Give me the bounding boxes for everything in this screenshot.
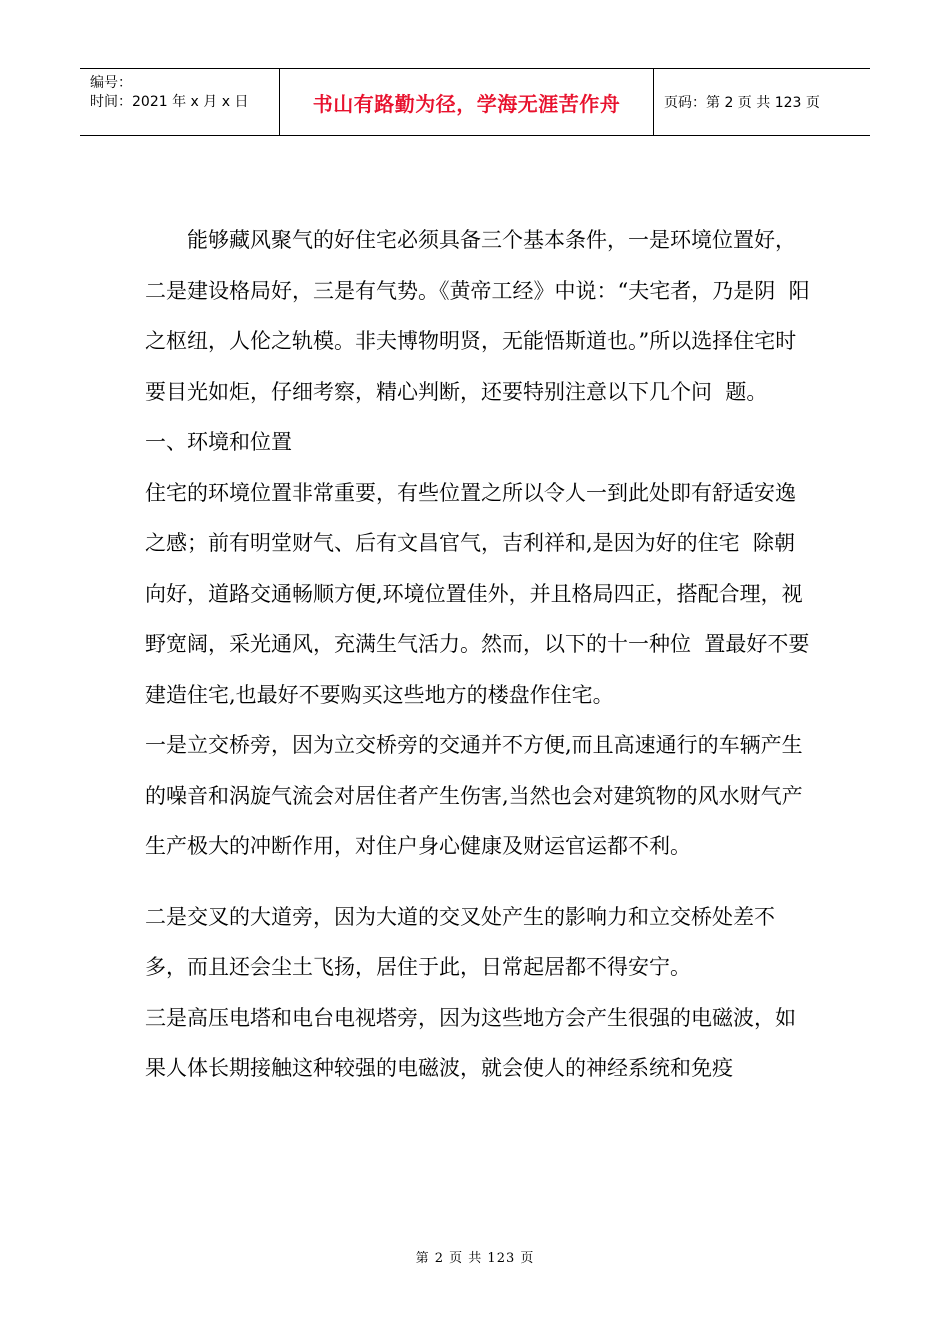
header-page-cell [654, 69, 870, 135]
page-footer: 第 2 页 共 123 页 [415, 1251, 535, 1266]
page-info: 页码：第 2 页 共 123 页 [664, 95, 820, 111]
document-number-label: 编号： [90, 75, 132, 91]
document-date: 时间：2021 年 x 月 x 日 [90, 94, 249, 110]
motto-text: 书山有路勤为径，学海无涯苦作舟 [312, 91, 621, 116]
body-paragraph: 三是高压电塔和电台电视塔旁，因为这些地方会产生很强的电磁波，如果人体长期接触这种较强的电磁波，就会使人的神经系统和免疫 [145, 1005, 796, 1080]
intro-paragraph: 能够藏风聚气的好住宅必须具备三个基本条件，一是环境位置好，二是建设格局好，三是有气势。《黄帝工经》中说：“夫宅者，乃是阴 阳之枢纽，人伦之轨模。非夫博物明贤，无能悟斯道也。”所以选择住宅时要目光如炬，仔细考察，精心判断，还要特别注意以下几个问 题。 [145, 228, 810, 404]
body-paragraph: 一是立交桥旁，因为立交桥旁的交通并不方便,而且高速通行的车辆产生的噪音和涡旋气流会对居住者产生伤害,当然也会对建筑物的风水财气产生产极大的冲断作用，对住户身心健康及财运官运都不利。 [145, 733, 803, 858]
document-body [145, 215, 810, 1094]
page-header [80, 68, 870, 136]
body-paragraph: 二是交叉的大道旁，因为大道的交叉处产生的影响力和立交桥处差不多，而且还会尘土飞扬，居住于此，日常起居都不得安宁。 [145, 904, 775, 979]
header-meta-cell [80, 69, 280, 135]
body-paragraph: 住宅的环境位置非常重要，有些位置之所以令人一到此处即有舒适安逸之感；前有明堂财气、后有文昌官气，吉利祥和,是因为好的住宅 除朝向好，道路交通畅顺方便,环境位置佳外，并且格局四正，搭配合理，视野宽阔，采光通风，充满生气活力。然而，以下的十一种位 置最好不要建造住宅,也最好不要购买这些地方的楼盘作住宅。 [145, 480, 810, 707]
header-motto-cell [280, 69, 654, 135]
section-heading: 一、环境和位置 [145, 430, 292, 454]
